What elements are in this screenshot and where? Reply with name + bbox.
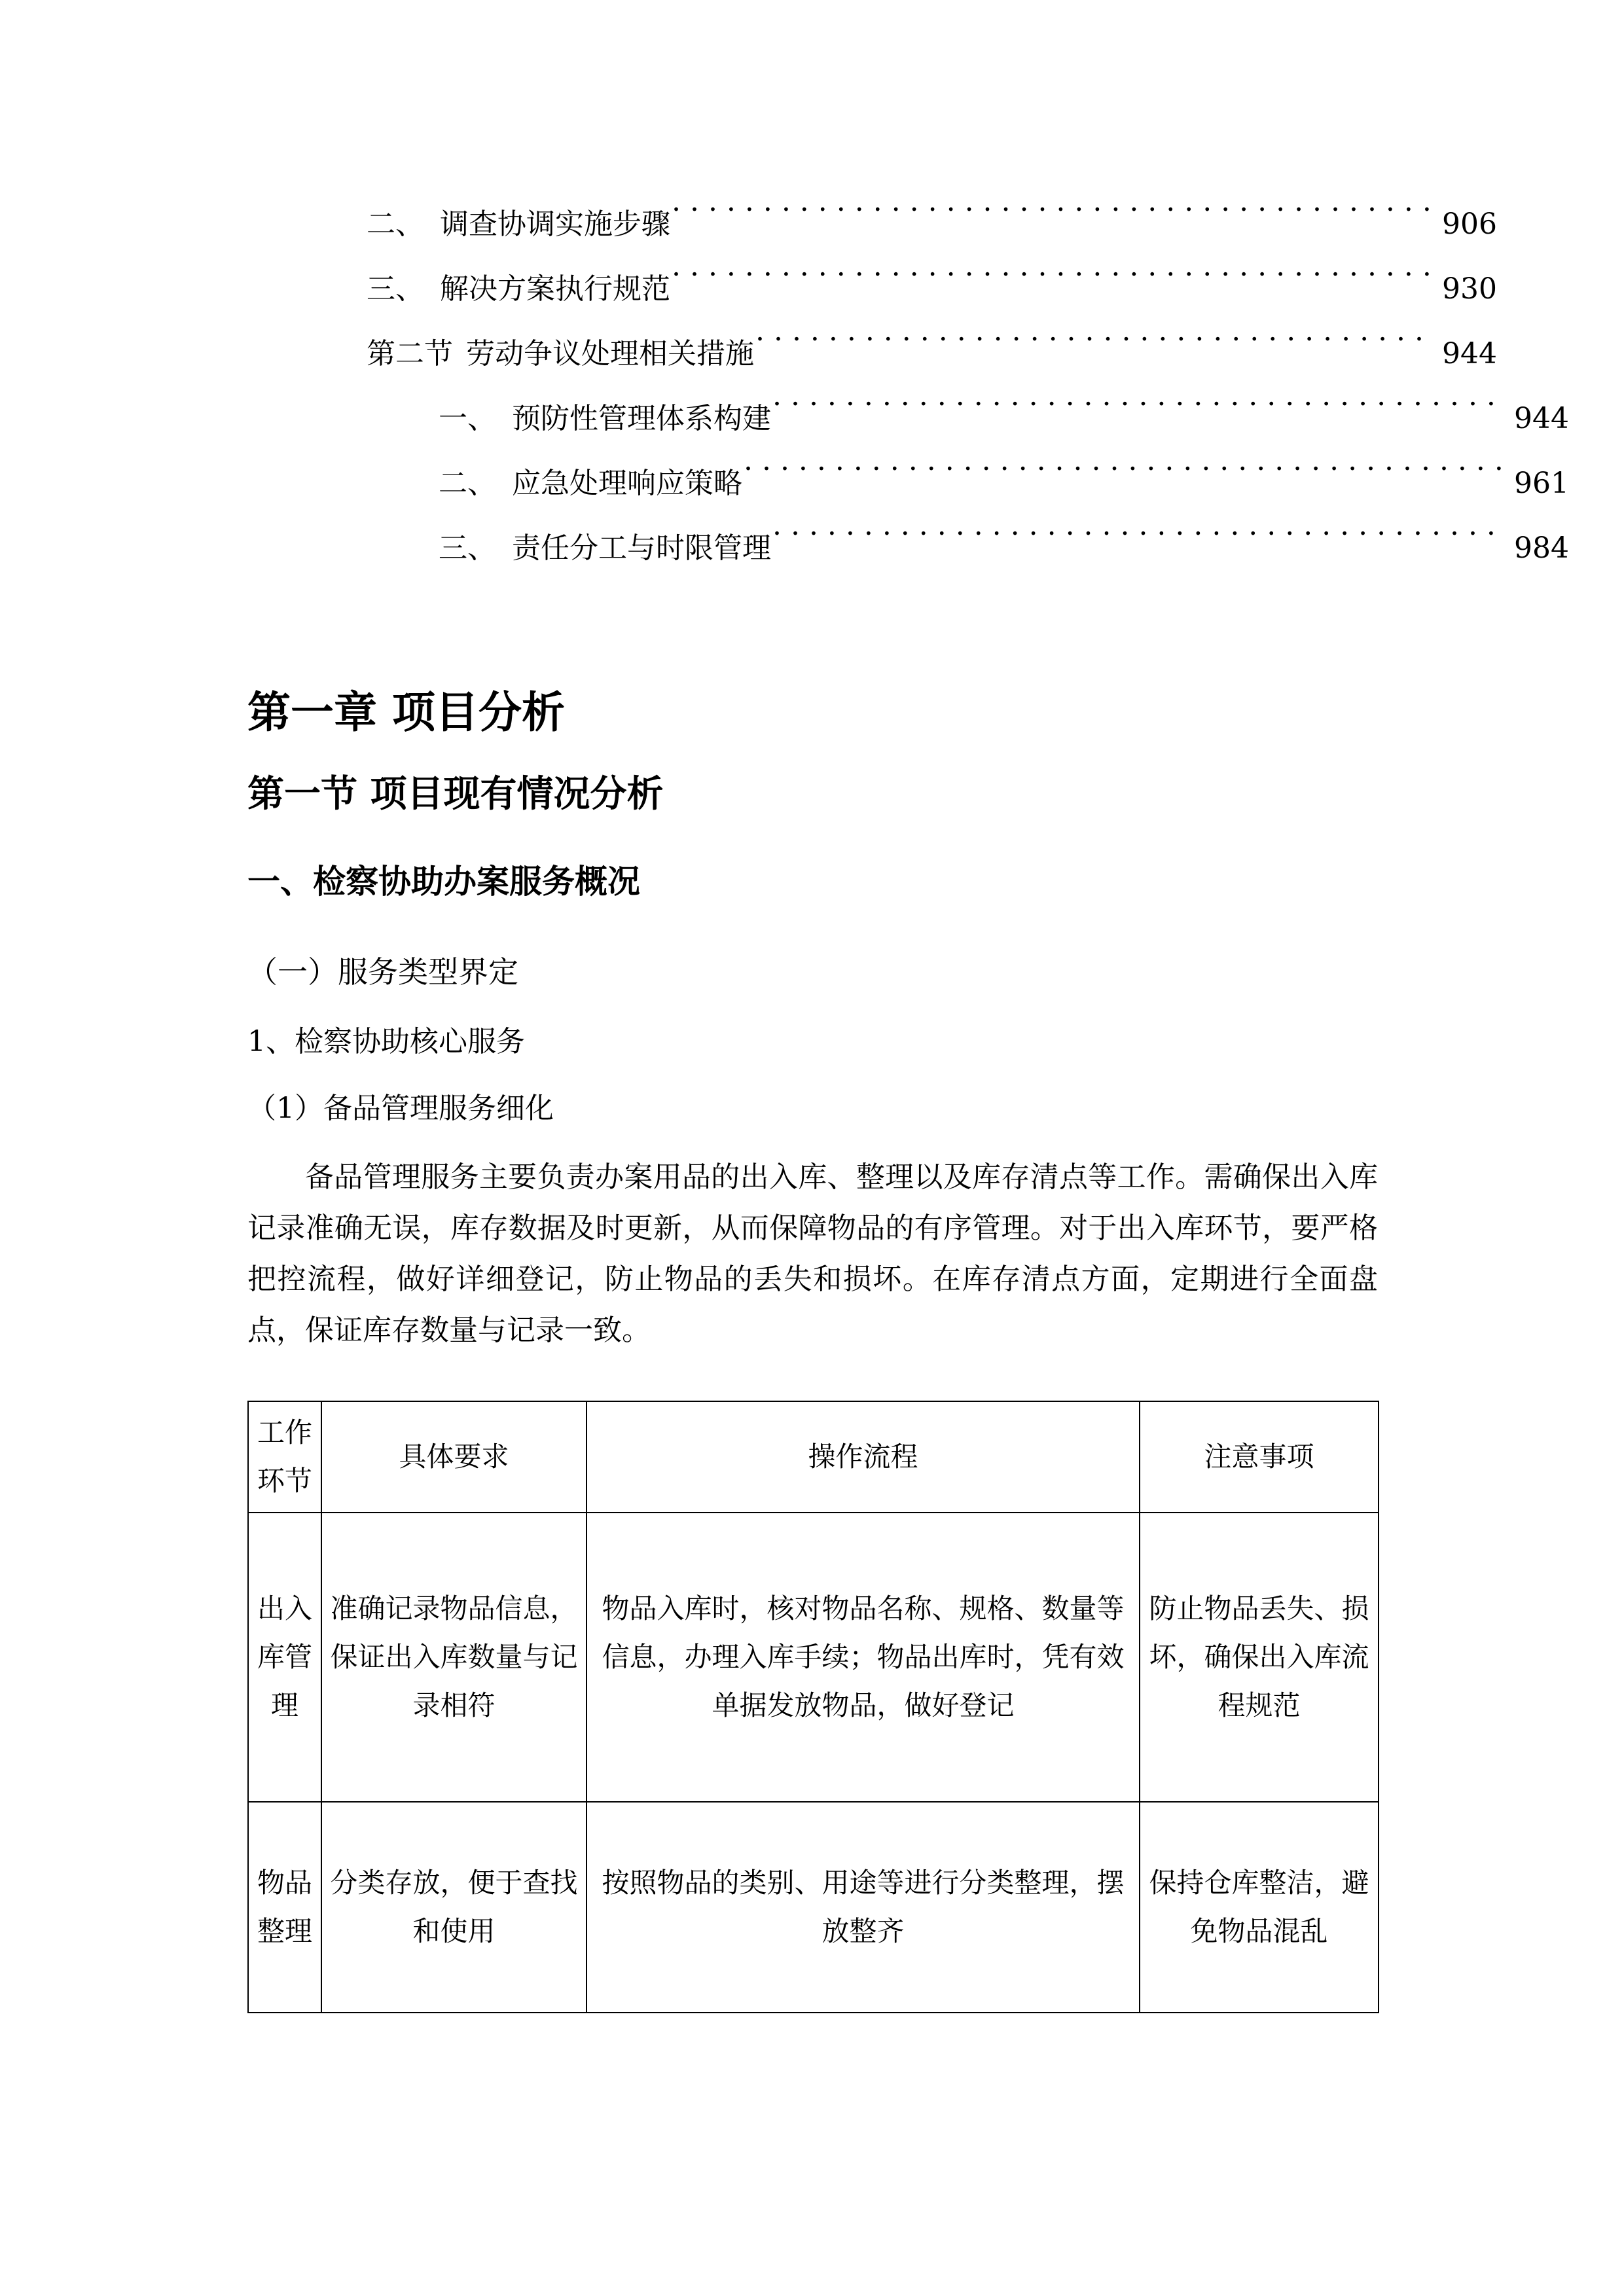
toc-entry-title: 劳动争议处理相关措施 xyxy=(466,337,754,370)
table-header-cell-notes: 注意事项 xyxy=(1140,1401,1379,1513)
toc-entry-number: 第二节 xyxy=(367,337,453,370)
toc-entry-number: 三、 xyxy=(367,272,424,306)
toc-entry-title: 预防性管理体系构建 xyxy=(512,402,771,435)
subsection-heading-level3: 1、检察协助核心服务 xyxy=(247,1025,525,1058)
table-of-contents xyxy=(247,169,1569,565)
table-cell-notes: 保持仓库整洁，避免物品混乱 xyxy=(1140,1802,1379,2013)
table-row xyxy=(248,1513,1379,1802)
toc-leader-dots xyxy=(672,234,1433,298)
toc-leader-dots xyxy=(755,298,1433,363)
toc-entry-title: 责任分工与时限管理 xyxy=(512,531,771,565)
section-heading: 第一节 项目现有情况分析 xyxy=(247,772,664,816)
chapter-heading: 第一章 项目分析 xyxy=(247,687,565,738)
toc-leader-dots xyxy=(744,428,1505,493)
toc-page-number: 984 xyxy=(1514,531,1569,565)
table-header-cell-link: 工作环节 xyxy=(248,1401,321,1513)
table-cell-requirement: 分类存放，便于查找和使用 xyxy=(321,1802,586,2013)
table-cell-requirement: 准确记录物品信息，保证出入库数量与记录相符 xyxy=(321,1513,586,1802)
spare-parts-management-table xyxy=(247,1401,1379,2013)
table-row xyxy=(248,1802,1379,2013)
body-paragraph: 备品管理服务主要负责办案用品的出入库、整理以及库存清点等工作。需确保出入库记录准确无误，库存数据及时更新，从而保障物品的有序管理。对于出入库环节，要严格把控流程，做好详细登记，防止物品的丢失和损坏。在库存清点方面，定期进行全面盘点，保证库存数量与记录一致。 xyxy=(247,1160,1378,1347)
subsection-heading-level2: （一）服务类型界定 xyxy=(247,954,518,990)
table-cell-process: 按照物品的类别、用途等进行分类整理，摆放整齐 xyxy=(586,1802,1140,2013)
toc-page-number: 944 xyxy=(1514,402,1569,435)
toc-page-number: 930 xyxy=(1442,272,1497,306)
toc-entry-number: 一、 xyxy=(439,402,496,435)
toc-entry-number: 二、 xyxy=(367,207,424,241)
table-header-cell-requirement: 具体要求 xyxy=(321,1401,586,1513)
table-cell-notes: 防止物品丢失、损坏，确保出入库流程规范 xyxy=(1140,1513,1379,1802)
toc-entry-number: 二、 xyxy=(439,467,496,500)
toc-leader-dots xyxy=(772,363,1505,428)
toc-page-number: 906 xyxy=(1442,207,1497,241)
table-header-cell-process: 操作流程 xyxy=(586,1401,1140,1513)
toc-leader-dots xyxy=(672,169,1433,234)
toc-page-number: 961 xyxy=(1514,467,1569,500)
subsection-heading-level1: 一、检察协助办案服务概况 xyxy=(247,863,640,901)
toc-leader-dots xyxy=(772,493,1505,558)
toc-entry-title: 调查协调实施步骤 xyxy=(440,207,670,241)
toc-entry-number: 三、 xyxy=(439,531,496,565)
toc-entry-title: 解决方案执行规范 xyxy=(440,272,670,306)
table-header-row xyxy=(248,1401,1379,1513)
table-cell-link: 出入库管理 xyxy=(248,1513,321,1802)
toc-page-number: 944 xyxy=(1442,337,1497,370)
toc-entry-title: 应急处理响应策略 xyxy=(512,467,742,500)
subsection-heading-level4: （1）备品管理服务细化 xyxy=(247,1092,554,1125)
table-cell-link: 物品整理 xyxy=(248,1802,321,2013)
toc-entry[interactable] xyxy=(247,169,1497,241)
table-cell-process: 物品入库时，核对物品名称、规格、数量等信息，办理入库手续；物品出库时，凭有效单据发放物品，做好登记 xyxy=(586,1513,1140,1802)
